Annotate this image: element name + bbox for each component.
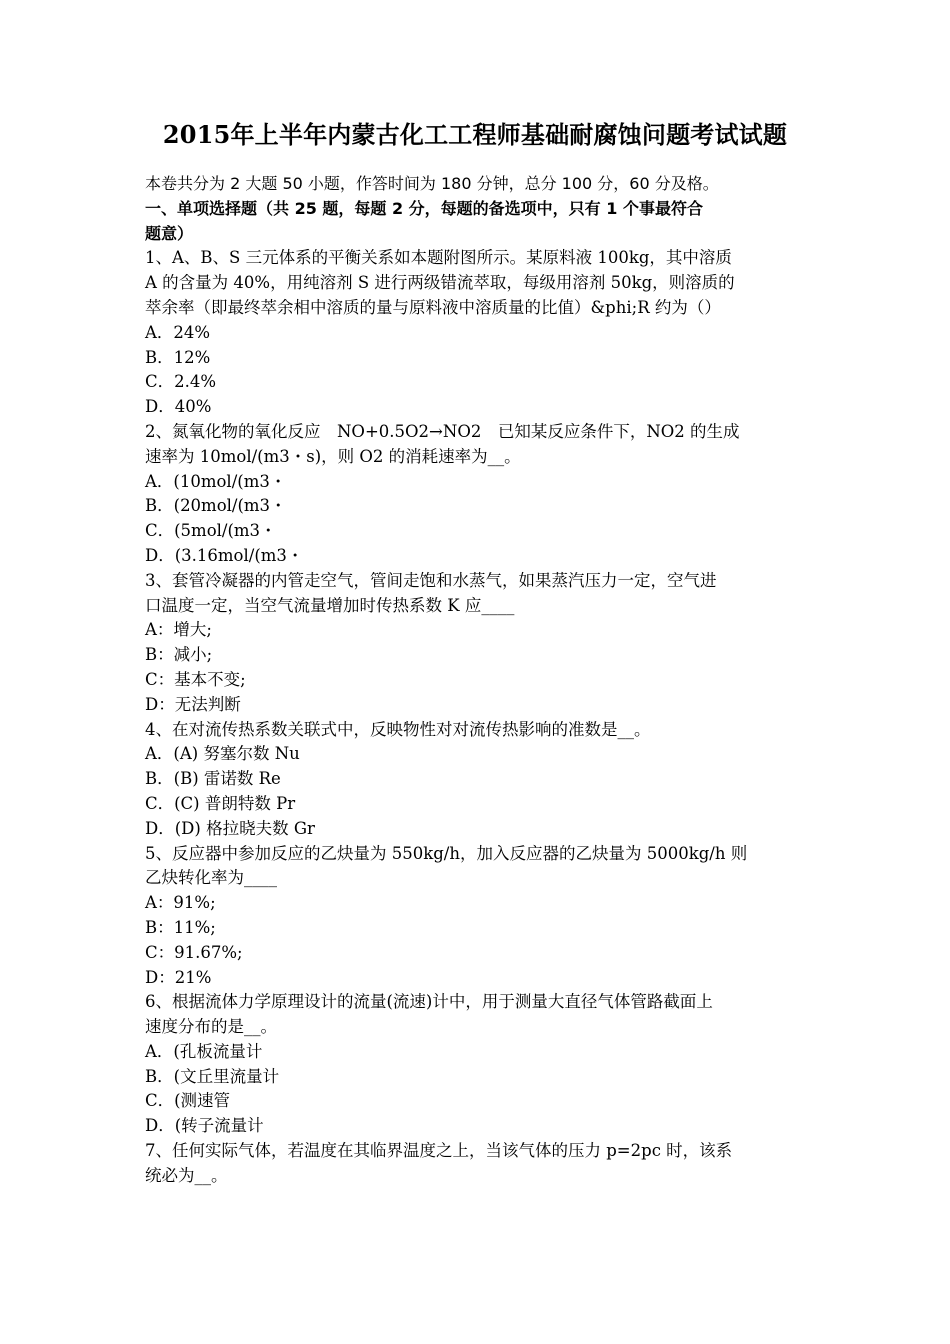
answer-option: D：无法判断	[145, 694, 241, 714]
question-stem-line: 5、反应器中参加反应的乙炔量为 550kg/h，加入反应器的乙炔量为 5000kg/h 则	[145, 843, 748, 863]
document-body	[145, 172, 810, 1189]
answer-option: C：91.67%;	[145, 942, 243, 962]
answer-option: B．(B) 雷诺数 Re	[145, 769, 281, 789]
question-stem-line: 1、A、B、S 三元体系的平衡关系如本题附图所示。某原料液 100kg，其中溶质	[145, 248, 732, 268]
question-stem-line: A 的含量为 40%，用纯溶剂 S 进行两级错流萃取，每级用溶剂 50kg，则溶质的	[145, 273, 735, 293]
question-item	[145, 420, 810, 569]
answer-option: B．(20mol/(m3・	[145, 496, 287, 516]
answer-option: A：增大;	[145, 620, 212, 640]
answer-option: B：11%;	[145, 917, 216, 937]
question-stem-line: 口温度一定，当空气流量增加时传热系数 K 应____	[145, 595, 515, 615]
question-item	[145, 842, 810, 991]
question-list	[145, 246, 810, 1188]
answer-option: D．(转子流量计	[145, 1116, 264, 1136]
answer-option: A．24%	[145, 322, 211, 342]
answer-option: C：基本不变;	[145, 669, 246, 689]
question-stem-line: 3、套管冷凝器的内管走空气，管间走饱和水蒸气，如果蒸汽压力一定，空气进	[145, 570, 717, 590]
question-stem-line: 乙炔转化率为____	[145, 868, 277, 888]
question-stem-line: 速率为 10mol/(m3・s)，则 O2 的消耗速率为__。	[145, 446, 521, 466]
exam-intro: 本卷共分为 2 大题 50 小题，作答时间为 180 分钟，总分 100 分，60 分及格。	[145, 174, 719, 193]
document-title: 2015年上半年内蒙古化工工程师基础耐腐蚀问题考试试题	[162, 120, 788, 149]
section-heading: 一、单项选择题（共 25 题，每题 2 分，每题的备选项中，只有 1 个事最符合	[145, 198, 703, 218]
question-item	[145, 569, 810, 718]
question-stem-line: 6、根据流体力学原理设计的流量(流速)计中，用于测量大直径气体管路截面上	[145, 992, 713, 1012]
answer-option: A．(A) 努塞尔数 Nu	[145, 744, 300, 764]
question-stem-line: 速度分布的是__。	[145, 1017, 277, 1037]
answer-option: C．(测速管	[145, 1091, 231, 1111]
question-stem-line: 7、任何实际气体，若温度在其临界温度之上，当该气体的压力 p=2pc 时，该系	[145, 1141, 733, 1161]
question-item	[145, 990, 810, 1139]
question-stem-line: 萃余率（即最终萃余相中溶质的量与原料液中溶质量的比值）&phi;R 约为（）	[145, 297, 721, 317]
answer-option: D．40%	[145, 397, 212, 417]
answer-option: B：减小;	[145, 645, 213, 665]
answer-option: A：91%;	[145, 893, 216, 913]
question-item	[145, 718, 810, 842]
question-stem-line: 4、在对流传热系数关联式中，反映物性对对流传热影响的准数是__。	[145, 719, 651, 739]
question-stem-line: 2、氮氧化物的氧化反应 NO+0.5O2→NO2 已知某反应条件下，NO2 的生成	[145, 421, 740, 441]
answer-option: B．12%	[145, 347, 211, 367]
answer-option: C．2.4%	[145, 372, 217, 392]
answer-option: C．(5mol/(m3・	[145, 521, 277, 541]
section-heading-continued: 题意）	[145, 223, 194, 243]
question-stem-line: 统必为__。	[145, 1165, 228, 1185]
answer-option: D．(D) 格拉晓夫数 Gr	[145, 818, 315, 838]
answer-option: D：21%	[145, 967, 212, 987]
question-item	[145, 246, 810, 420]
answer-option: A．(孔板流量计	[145, 1041, 263, 1061]
answer-option: D．(3.16mol/(m3・	[145, 545, 304, 565]
question-item	[145, 1139, 810, 1189]
answer-option: C．(C) 普朗特数 Pr	[145, 793, 296, 813]
answer-option: B．(文丘里流量计	[145, 1066, 280, 1086]
answer-option: A．(10mol/(m3・	[145, 471, 287, 491]
